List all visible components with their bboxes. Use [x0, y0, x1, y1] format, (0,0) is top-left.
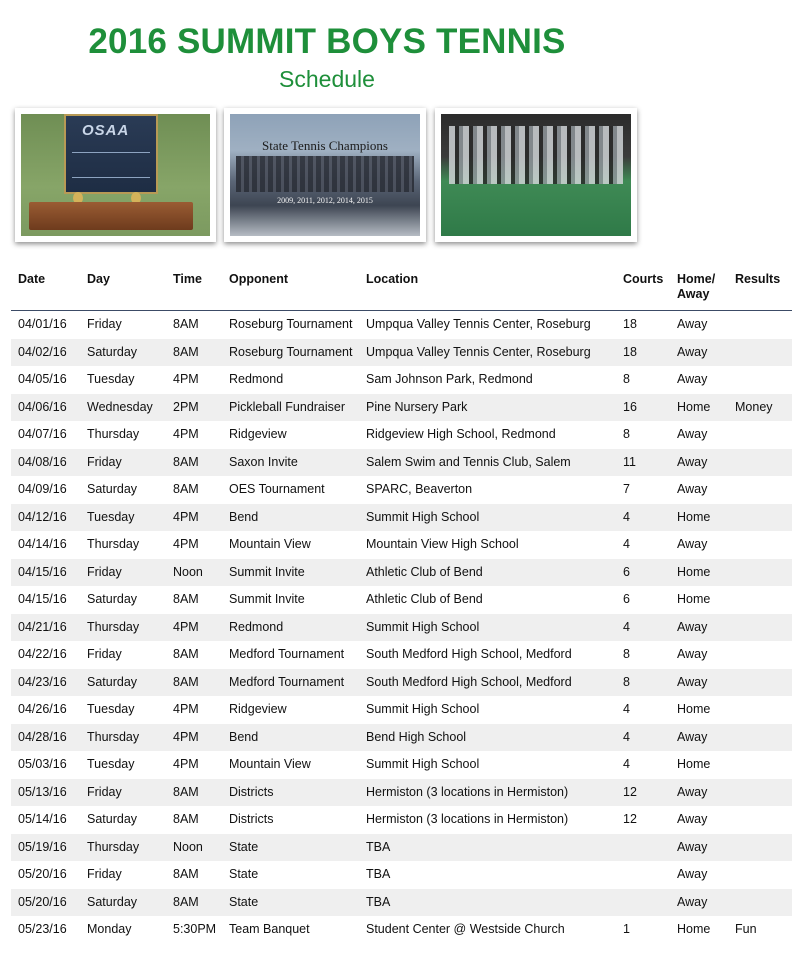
table-row	[11, 696, 792, 724]
time-cell: 4PM	[173, 537, 199, 551]
home-away-cell: Home	[670, 394, 728, 422]
results-cell	[728, 476, 792, 504]
date-cell: 04/14/16	[18, 537, 67, 551]
courts-cell: 16	[616, 394, 670, 422]
opponent-cell: Bend	[222, 504, 359, 532]
opponent-cell: Saxon Invite	[222, 449, 359, 477]
date-cell: 05/14/16	[18, 812, 67, 826]
opponent-cell: Districts	[222, 779, 359, 807]
time-cell: 8AM	[173, 592, 199, 606]
home-away-cell: Away	[677, 537, 708, 551]
courts-cell: 1	[623, 922, 630, 936]
time-cell: 4PM	[166, 504, 222, 532]
results-cell	[728, 779, 792, 807]
location-cell: Umpqua Valley Tennis Center, Roseburg	[359, 339, 616, 367]
time-cell: 4PM	[173, 372, 199, 386]
day-cell: Wednesday	[80, 394, 166, 422]
location-cell: Hermiston (3 locations in Hermiston)	[366, 812, 569, 826]
home-away-cell: Away	[670, 449, 728, 477]
day-cell: Friday	[80, 449, 166, 477]
courts-cell: 8	[616, 669, 670, 697]
courts-cell	[616, 834, 670, 862]
courts-cell: 18	[616, 339, 670, 367]
opponent-cell: Medford Tournament	[222, 669, 359, 697]
opponent-cell: Redmond	[229, 372, 284, 386]
table-row	[11, 586, 792, 614]
location-cell: South Medford High School, Medford	[359, 669, 616, 697]
courts-cell: 8	[623, 427, 630, 441]
table-row	[11, 614, 792, 642]
day-cell: Saturday	[87, 812, 138, 826]
courts-cell: 6	[623, 592, 630, 606]
results-cell	[728, 724, 792, 752]
results-cell	[728, 449, 792, 477]
group-photo	[435, 108, 637, 242]
opponent-cell: State	[222, 834, 359, 862]
table-row	[11, 394, 792, 422]
location-cell: TBA	[359, 834, 616, 862]
location-cell: TBA	[366, 867, 391, 881]
home-away-cell: Away	[677, 867, 708, 881]
trophy-plaque	[64, 114, 158, 194]
day-cell: Saturday	[87, 592, 138, 606]
home-away-cell: Home	[677, 922, 711, 936]
location-cell: Salem Swim and Tennis Club, Salem	[359, 449, 616, 477]
day-cell: Thursday	[80, 724, 166, 752]
courts-cell: 8	[623, 372, 630, 386]
results-cell	[728, 751, 792, 779]
date-cell: 04/07/16	[18, 427, 67, 441]
time-cell: 8AM	[166, 779, 222, 807]
location-cell: Athletic Club of Bend	[359, 559, 616, 587]
location-cell: Mountain View High School	[366, 537, 519, 551]
date-cell: 04/15/16	[11, 559, 80, 587]
home-away-cell: Away	[670, 889, 728, 917]
table-row	[11, 504, 792, 532]
day-cell: Saturday	[87, 482, 138, 496]
location-cell: SPARC, Beaverton	[366, 482, 473, 496]
date-cell: 04/23/16	[11, 669, 80, 697]
day-cell: Friday	[80, 559, 166, 587]
table-row	[11, 311, 792, 339]
opponent-cell: OES Tournament	[229, 482, 325, 496]
home-away-cell: Away	[677, 647, 708, 661]
table-row	[11, 724, 792, 752]
location-cell: Student Center @ Westside Church	[366, 922, 565, 936]
table-row	[11, 449, 792, 477]
table-row	[11, 476, 792, 504]
results-cell	[728, 669, 792, 697]
team-photo-years: 2009, 2011, 2012, 2014, 2015	[277, 196, 373, 205]
date-cell: 04/02/16	[11, 339, 80, 367]
date-cell: 04/26/16	[18, 702, 67, 716]
date-cell: 05/23/16	[18, 922, 67, 936]
courts-cell: 8	[623, 647, 630, 661]
courts-cell	[616, 861, 670, 889]
home-away-cell: Home	[670, 559, 728, 587]
opponent-cell: Summit Invite	[229, 592, 305, 606]
time-cell: 4PM	[166, 614, 222, 642]
day-cell: Saturday	[80, 889, 166, 917]
opponent-cell: Roseburg Tournament	[229, 317, 353, 331]
opponent-cell: State	[222, 889, 359, 917]
opponent-cell: Medford Tournament	[229, 647, 345, 661]
home-away-cell: Home	[670, 504, 728, 532]
home-away-cell: Home	[677, 702, 711, 716]
trophy-base	[29, 202, 193, 230]
time-cell: 5:30PM	[173, 922, 217, 936]
time-cell: 4PM	[173, 702, 199, 716]
day-cell: Tuesday	[87, 702, 135, 716]
courts-cell: 11	[616, 449, 670, 477]
trophy-photo	[15, 108, 216, 242]
date-cell: 04/12/16	[11, 504, 80, 532]
group-people	[449, 126, 623, 184]
results-cell	[728, 531, 792, 559]
day-cell: Thursday	[80, 614, 166, 642]
opponent-cell: State	[229, 867, 259, 881]
home-away-cell: Away	[677, 372, 708, 386]
home-away-cell: Away	[677, 482, 708, 496]
home-away-cell: Away	[670, 669, 728, 697]
time-cell: 8AM	[173, 482, 199, 496]
results-cell	[728, 696, 792, 724]
table-row	[11, 641, 792, 669]
opponent-cell: Roseburg Tournament	[222, 339, 359, 367]
day-cell: Friday	[87, 647, 122, 661]
courts-cell: 4	[616, 724, 670, 752]
location-cell: TBA	[359, 889, 616, 917]
time-cell: 8AM	[166, 339, 222, 367]
date-cell: 04/05/16	[18, 372, 67, 386]
location-cell: South Medford High School, Medford	[366, 647, 572, 661]
opponent-cell: Team Banquet	[229, 922, 310, 936]
courts-cell: 4	[623, 757, 630, 771]
time-cell: 4PM	[166, 724, 222, 752]
schedule-body	[11, 311, 792, 944]
home-away-cell: Away	[670, 834, 728, 862]
home-away-cell: Away	[670, 779, 728, 807]
home-away-cell: Away	[670, 339, 728, 367]
table-row	[11, 889, 792, 917]
date-cell: 05/20/16	[18, 867, 67, 881]
schedule-table	[11, 266, 792, 944]
location-cell: Summit High School	[366, 757, 480, 771]
table-row	[11, 531, 792, 559]
courts-cell: 4	[616, 614, 670, 642]
courts-cell: 4	[616, 504, 670, 532]
time-cell: Noon	[166, 834, 222, 862]
location-cell: Pine Nursery Park	[359, 394, 616, 422]
day-cell: Thursday	[80, 834, 166, 862]
day-cell: Tuesday	[80, 504, 166, 532]
home-away-cell: Away	[670, 614, 728, 642]
home-away-cell: Away	[670, 724, 728, 752]
location-cell: Hermiston (3 locations in Hermiston)	[359, 779, 616, 807]
home-away-cell: Home	[677, 757, 711, 771]
column-header: Date	[11, 266, 80, 311]
time-cell: Noon	[166, 559, 222, 587]
table-row	[11, 779, 792, 807]
column-header: Courts	[616, 266, 670, 311]
time-cell: 8AM	[173, 647, 199, 661]
opponent-cell: Mountain View	[229, 757, 311, 771]
day-cell: Thursday	[87, 427, 140, 441]
location-cell: Umpqua Valley Tennis Center, Roseburg	[366, 317, 591, 331]
home-away-cell: Away	[677, 317, 708, 331]
date-cell: 04/06/16	[11, 394, 80, 422]
column-header: Day	[80, 266, 166, 311]
time-cell: 8AM	[166, 889, 222, 917]
team-photo-caption: State Tennis Champions	[262, 138, 388, 153]
results-cell	[728, 339, 792, 367]
opponent-cell: Bend	[222, 724, 359, 752]
results-cell	[728, 366, 792, 394]
courts-cell: 12	[623, 812, 637, 826]
results-cell	[728, 559, 792, 587]
location-cell: Athletic Club of Bend	[366, 592, 483, 606]
time-cell: 8AM	[166, 669, 222, 697]
results-cell	[728, 614, 792, 642]
opponent-cell: Districts	[229, 812, 274, 826]
column-header: Time	[166, 266, 222, 311]
date-cell: 05/20/16	[11, 889, 80, 917]
results-cell	[728, 861, 792, 889]
home-away-cell: Away	[677, 427, 708, 441]
location-cell: Summit High School	[359, 614, 616, 642]
table-row	[11, 916, 792, 944]
results-cell	[728, 641, 792, 669]
team-crowd	[236, 156, 414, 192]
results-cell	[728, 421, 792, 449]
results-cell	[728, 311, 792, 339]
time-cell: 8AM	[173, 812, 199, 826]
time-cell: 4PM	[173, 757, 199, 771]
table-row	[11, 669, 792, 697]
date-cell: 04/09/16	[18, 482, 67, 496]
day-cell: Friday	[80, 779, 166, 807]
table-row	[11, 421, 792, 449]
date-cell: 04/01/16	[18, 317, 67, 331]
location-cell: Ridgeview High School, Redmond	[366, 427, 556, 441]
day-cell: Saturday	[80, 339, 166, 367]
team-photo	[224, 108, 426, 242]
opponent-cell: Summit Invite	[222, 559, 359, 587]
date-cell: 05/03/16	[18, 757, 67, 771]
home-away-cell: Home	[677, 592, 711, 606]
table-header-row	[11, 266, 792, 311]
opponent-cell: Pickleball Fundraiser	[222, 394, 359, 422]
courts-cell: 6	[616, 559, 670, 587]
courts-cell: 7	[623, 482, 630, 496]
day-cell: Friday	[87, 867, 122, 881]
courts-cell: 4	[623, 537, 630, 551]
location-cell: Summit High School	[359, 504, 616, 532]
page-title: 2016 SUMMIT BOYS TENNIS	[88, 22, 566, 61]
location-cell: Summit High School	[366, 702, 480, 716]
table-row	[11, 366, 792, 394]
page-subtitle: Schedule	[279, 66, 375, 92]
table-row	[11, 339, 792, 367]
time-cell: 8AM	[173, 317, 199, 331]
date-cell: 04/28/16	[11, 724, 80, 752]
osaa-logo: OSAA	[82, 122, 130, 139]
time-cell: 2PM	[166, 394, 222, 422]
time-cell: 8AM	[166, 449, 222, 477]
date-cell: 04/15/16	[18, 592, 67, 606]
results-cell: Fun	[735, 922, 757, 936]
results-cell	[728, 834, 792, 862]
results-cell: Money	[728, 394, 792, 422]
date-cell: 04/21/16	[11, 614, 80, 642]
opponent-cell: Ridgeview	[229, 702, 287, 716]
date-cell: 05/19/16	[11, 834, 80, 862]
day-cell: Saturday	[80, 669, 166, 697]
results-cell	[728, 586, 792, 614]
table-row	[11, 806, 792, 834]
results-cell	[728, 889, 792, 917]
day-cell: Friday	[87, 317, 122, 331]
courts-cell: 12	[616, 779, 670, 807]
opponent-cell: Mountain View	[229, 537, 311, 551]
table-row	[11, 751, 792, 779]
courts-cell: 4	[623, 702, 630, 716]
table-row	[11, 834, 792, 862]
table-row	[11, 861, 792, 889]
location-cell: Bend High School	[359, 724, 616, 752]
table-row	[11, 559, 792, 587]
column-header: Location	[359, 266, 616, 311]
date-cell: 04/08/16	[11, 449, 80, 477]
column-header: Home/ Away	[670, 266, 728, 311]
date-cell: 04/22/16	[18, 647, 67, 661]
day-cell: Monday	[87, 922, 132, 936]
results-cell	[728, 806, 792, 834]
date-cell: 05/13/16	[11, 779, 80, 807]
results-cell	[728, 504, 792, 532]
day-cell: Tuesday	[87, 372, 135, 386]
column-header: Results	[728, 266, 792, 311]
day-cell: Tuesday	[87, 757, 135, 771]
time-cell: 8AM	[173, 867, 199, 881]
courts-cell	[616, 889, 670, 917]
location-cell: Sam Johnson Park, Redmond	[366, 372, 533, 386]
courts-cell: 18	[623, 317, 637, 331]
home-away-cell: Away	[677, 812, 708, 826]
opponent-cell: Ridgeview	[229, 427, 287, 441]
day-cell: Thursday	[87, 537, 140, 551]
column-header: Opponent	[222, 266, 359, 311]
opponent-cell: Redmond	[222, 614, 359, 642]
time-cell: 4PM	[173, 427, 199, 441]
